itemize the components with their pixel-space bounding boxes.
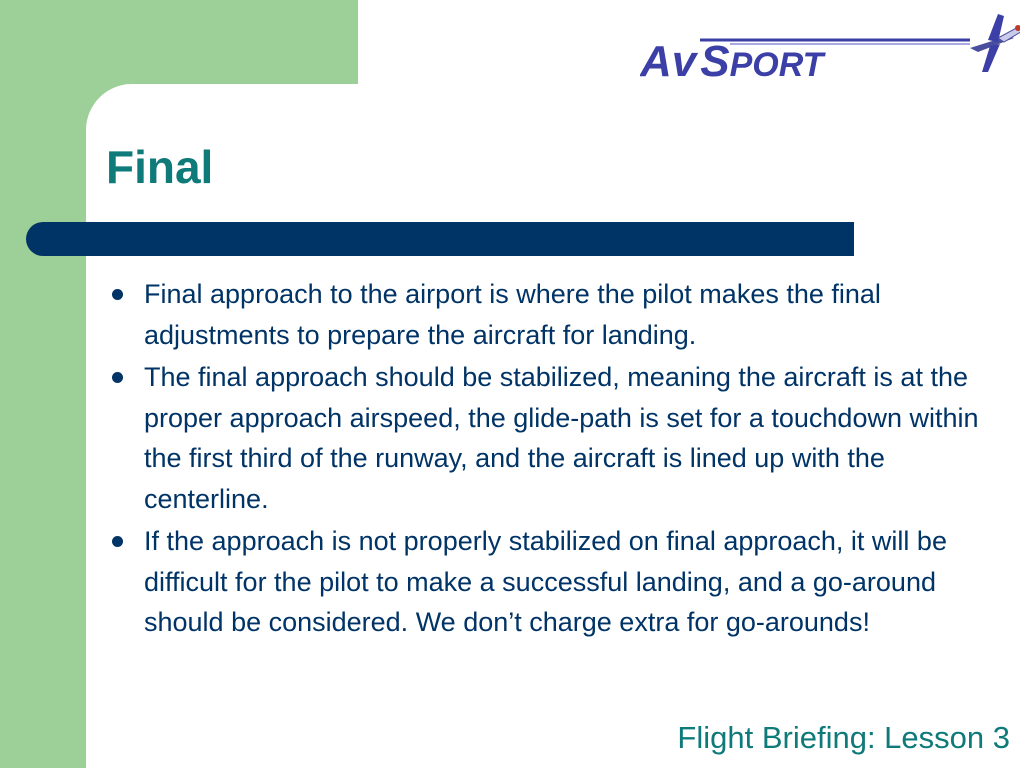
bullet-text: If the approach is not properly stabilized on final approach, it will be difficult for the pilot to make a successful landing, and a go-around should be considered. We don’t charge extra for go-arounds! xyxy=(144,526,947,637)
bullet-item xyxy=(104,357,1014,519)
bullet-dot-icon xyxy=(112,536,123,547)
bullet-item xyxy=(104,521,1014,643)
bullet-text: The final approach should be stabilized, meaning the aircraft is at the proper approach airspeed, the glide-path is set for a touchdown within the first third of the runway, and the aircraft is lined up with the centerline. xyxy=(144,362,979,514)
slide-title: Final xyxy=(106,141,214,193)
title-underline-bar xyxy=(26,222,854,256)
airplane-icon xyxy=(970,14,1020,72)
logo-wordmark: AvSPORT xyxy=(640,37,824,84)
bullet-text: Final approach to the airport is where the pilot makes the final adjustments to prepare the aircraft for landing. xyxy=(144,279,881,350)
left-green-strip xyxy=(0,0,88,768)
bullet-item xyxy=(104,274,1014,355)
bullet-dot-icon xyxy=(112,372,123,383)
slide-footer: Flight Briefing: Lesson 3 xyxy=(677,720,1010,755)
avsport-logo xyxy=(640,4,1020,84)
bullet-dot-icon xyxy=(112,289,123,300)
bullet-list xyxy=(104,274,1014,645)
